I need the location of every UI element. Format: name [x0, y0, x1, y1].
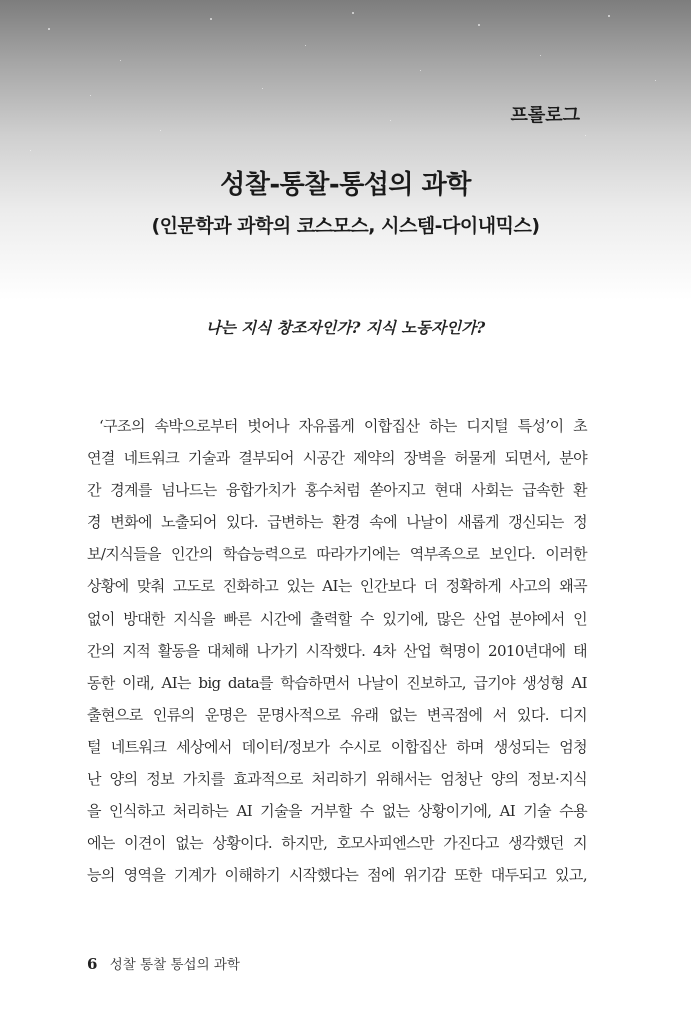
star [210, 18, 212, 20]
text-line: 보/지식들을 인간의 학습능력으로 따라가기에는 역부족으로 보인다. 이러한 [87, 545, 587, 564]
text-line: 경 변화에 노출되어 있다. 급변하는 환경 속에 나날이 새롭게 갱신되는 정 [87, 513, 587, 532]
body-text [87, 410, 587, 891]
star [305, 45, 306, 46]
text-line: ‘구조의 속박으로부터 벗어나 자유롭게 이합집산 하는 디지털 특성’이 초 [99, 417, 587, 435]
star [352, 12, 354, 14]
starry-header-background [0, 0, 691, 300]
star [262, 88, 263, 89]
star [48, 28, 50, 30]
page-footer [87, 953, 240, 973]
star [160, 130, 161, 131]
epigraph-question: 나는 지식 창조자인가? 지식 노동자인가? [205, 318, 486, 337]
running-title: 성찰 통찰 통섭의 과학 [109, 957, 240, 973]
text-line: 상황에 맞춰 고도로 진화하고 있는 AI는 인간보다 더 정확하게 사고의 왜곡 [87, 577, 587, 596]
text-line: 털 네트워크 세상에서 데이터/정보가 수시로 이합집산 하며 생성되는 엄청 [87, 737, 587, 756]
chapter-title: 성찰-통찰-통섭의 과학 [220, 170, 471, 200]
star [540, 55, 541, 56]
page-number: 6 [87, 955, 98, 973]
text-line: 능의 영역을 기계가 이해하기 시작했다는 점에 위기감 또한 대두되고 있고, [87, 866, 587, 885]
star [90, 95, 91, 96]
text-line: 난 양의 정보 가치를 효과적으로 처리하기 위해서는 엄청난 양의 정보·지식 [87, 770, 587, 789]
star [420, 70, 421, 71]
text-line: 을 인식하고 처리하는 AI 기술을 거부할 수 없는 상황이기에, AI 기술 수용 [87, 802, 587, 821]
star [655, 80, 656, 81]
star [585, 135, 586, 136]
star [30, 150, 31, 151]
star [390, 120, 391, 121]
star [120, 60, 121, 61]
star [478, 24, 480, 26]
star [608, 15, 610, 17]
text-line: 연결 네트워크 기술과 결부되어 시공간 제약의 장벽을 허물게 되면서, 분야 [87, 449, 587, 468]
text-line: 간 경계를 넘나드는 융합가치가 홍수처럼 쏟아지고 현대 사회는 급속한 환 [87, 481, 587, 500]
text-line: 간의 지적 활동을 대체해 나가기 시작했다. 4차 산업 혁명이 2010년대에 태 [87, 641, 587, 660]
text-line: 출현으로 인류의 운명은 문명사적으로 유래 없는 변곡점에 서 있다. 디지 [87, 705, 587, 724]
section-label: 프롤로그 [510, 105, 580, 126]
text-line: 에는 이견이 없는 상황이다. 하지만, 호모사피엔스만 가진다고 생각했던 지 [87, 834, 587, 853]
chapter-subtitle: (인문학과 과학의 코스모스, 시스템-다이내믹스) [151, 215, 540, 237]
text-line: 동한 이래, AI는 big data를 학습하면서 나날이 진보하고, 급기야 생성형 AI [87, 673, 587, 692]
text-line: 없이 방대한 지식을 빠른 시간에 출력할 수 있기에, 많은 산업 분야에서 인 [87, 609, 587, 628]
